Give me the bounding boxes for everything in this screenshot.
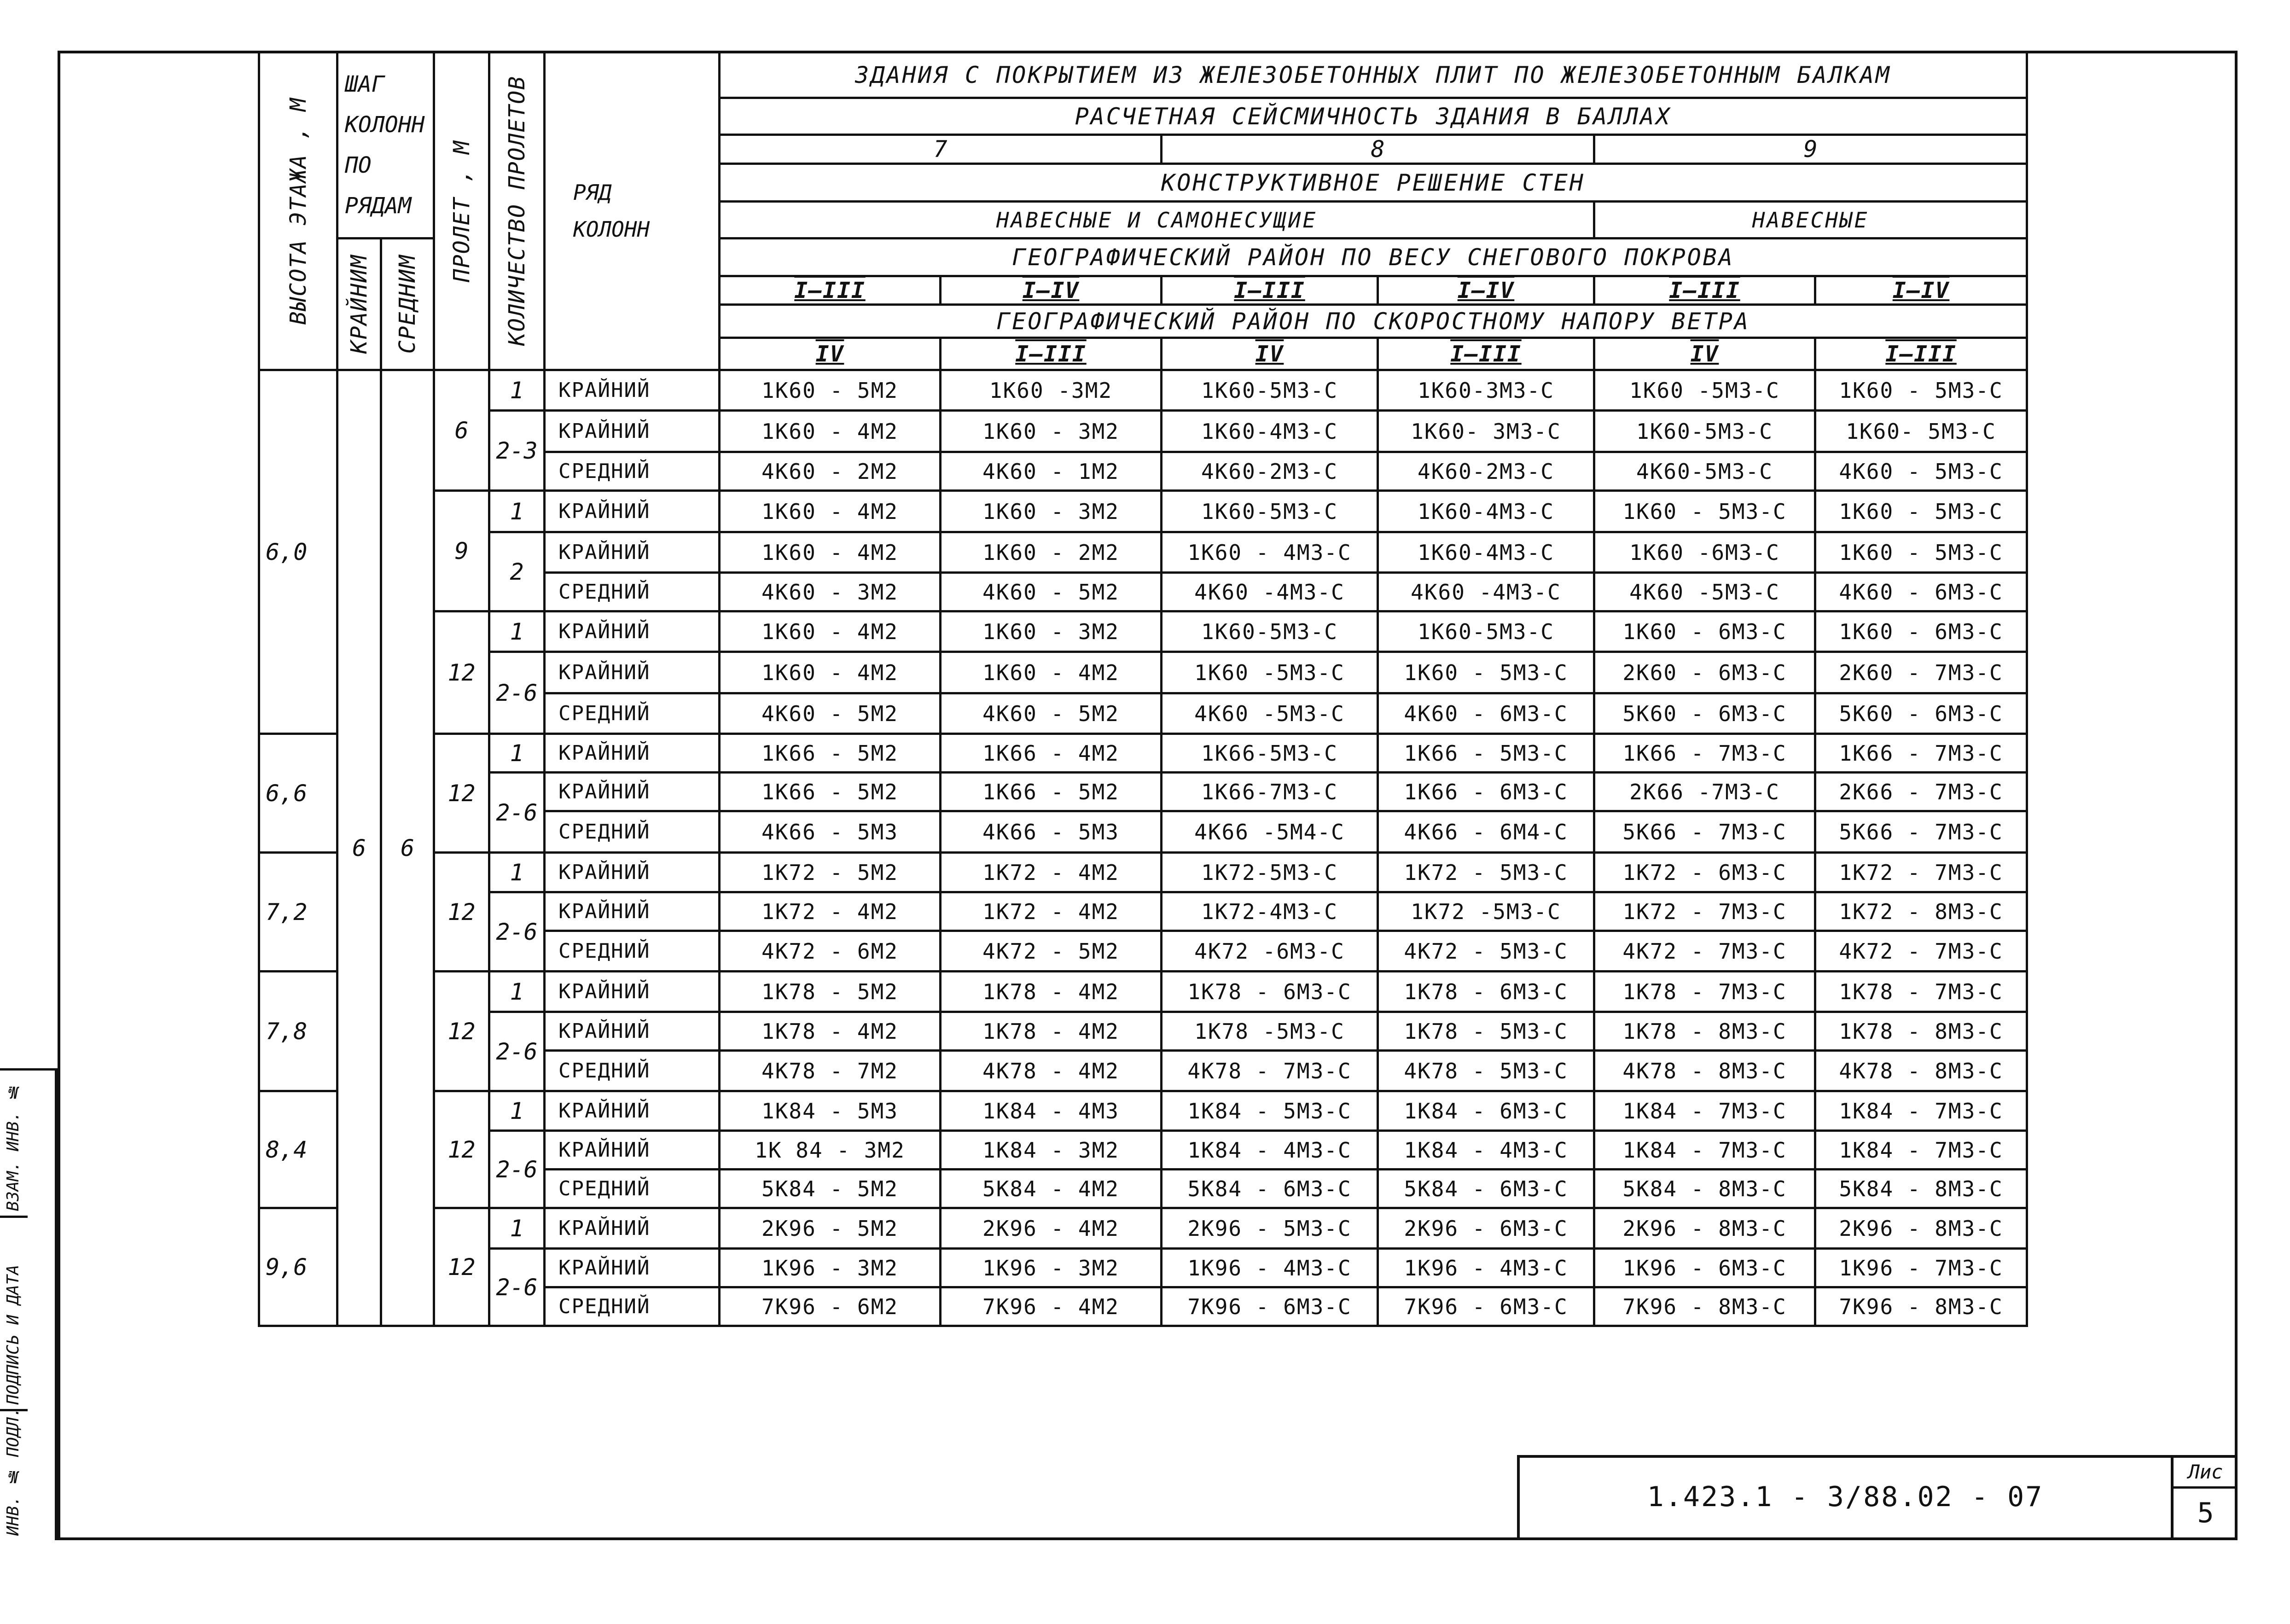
step-outer-header [337,239,381,370]
snow-region-col: I–IV [1815,276,2027,305]
snow-region-header [720,239,2027,276]
column-mark-cell: 1К60 - 5М3-С [1594,491,1815,532]
column-mark-cell: 1К60 - 3М2 [941,611,1162,652]
floor-height-cell: 7,2 [259,853,337,972]
column-mark-cell: 1К84 - 5М3-С [1162,1091,1378,1131]
column-mark-cell: 4К78 - 4М2 [941,1051,1162,1091]
column-mark-cell: 7К96 - 8М3-С [1815,1287,2027,1326]
row-type-cell: КРАЙНИЙ [545,892,720,931]
row-type-cell: КРАЙНИЙ [545,972,720,1012]
column-mark-cell: 1К84 - 6М3-С [1378,1091,1594,1131]
floor-height-cell: 7,8 [259,972,337,1091]
column-mark-cell: 1К72 -5М3-С [1378,892,1594,931]
step-middle-cell: 6 [381,370,434,1326]
snow-region-col: I–III [1162,276,1378,305]
row-type-cell: СРЕДНИЙ [545,693,720,734]
column-mark-cell: 1К72 - 4М2 [941,892,1162,931]
column-mark-cell: 1К78 - 5М2 [720,972,941,1012]
column-mark-cell: 1К84 - 7М3-С [1815,1131,2027,1170]
span-cell: 12 [434,972,489,1091]
column-selection-table [258,51,2028,1327]
column-mark-cell: 1К60 - 4М2 [720,532,941,573]
sheet-box [2171,1458,2238,1540]
column-mark-cell: 1К72 - 8М3-С [1815,892,2027,931]
span-count-cell: 2-6 [489,1249,545,1326]
column-mark-cell: 1К60 - 6М3-С [1815,611,2027,652]
column-mark-cell: 1К78 - 8М3-С [1594,1012,1815,1051]
table-row [259,853,2027,892]
column-mark-cell: 4К60 - 3М2 [720,573,941,611]
column-mark-cell: 4К60-2М3-С [1162,452,1378,491]
column-mark-cell: 1К60 -5М3-С [1162,652,1378,693]
strip-sign-date-label: ПОДПИСЬ И ДАТА [4,1264,23,1404]
column-mark-cell: 1К60-4М3-С [1378,532,1594,573]
column-mark-cell: 1К72 - 5М3-С [1378,853,1594,892]
span-count-cell: 2 [489,532,545,611]
strip-sign-date [0,1218,28,1411]
table-row [259,532,2027,573]
column-mark-cell: 4К78 - 7М2 [720,1051,941,1091]
row-type-cell: КРАЙНИЙ [545,411,720,452]
span-count-cell: 2-6 [489,652,545,734]
column-mark-cell: 2К66 - 7М3-С [1815,773,2027,811]
column-mark-cell: 1К60 - 4М2 [720,491,941,532]
column-mark-cell: 2К96 - 8М3-С [1815,1208,2027,1249]
span-count-cell: 2-3 [489,411,545,491]
table-row [259,611,2027,652]
seismicity-7 [720,135,1162,164]
column-mark-cell: 1К60 - 6М3-С [1594,611,1815,652]
column-mark-cell: 1К96 - 3М2 [941,1249,1162,1287]
span-cell: 12 [434,611,489,734]
table-row [259,1091,2027,1131]
column-mark-cell: 4К78 - 8М3-С [1815,1051,2027,1091]
column-mark-cell: 1К78 - 5М3-С [1378,1012,1594,1051]
column-mark-cell: 1К60 - 3М2 [941,491,1162,532]
seismicity-label: РАСЧЕТНАЯ СЕЙСМИЧНОСТЬ ЗДАНИЯ В БАЛЛАХ [1075,103,1672,130]
wind-region-header [720,305,2027,338]
column-mark-cell: 4К60 - 2М2 [720,452,941,491]
row-type-cell: КРАЙНИЙ [545,1012,720,1051]
row-type-cell: КРАЙНИЙ [545,773,720,811]
column-mark-cell: 1К78 - 7М3-С [1594,972,1815,1012]
column-mark-cell: 1К60- 5М3-С [1815,411,2027,452]
column-mark-cell: 1К96 - 7М3-С [1815,1249,2027,1287]
column-mark-cell: 1К66 - 5М2 [720,734,941,773]
table-row [259,972,2027,1012]
row-type-cell: КРАЙНИЙ [545,370,720,411]
document-code: 1.423.1 - 3/88.02 - 07 [1647,1481,2044,1513]
step-middle-header [381,239,434,370]
row-type-cell: СРЕДНИЙ [545,1170,720,1208]
seismicity-8-label: 8 [1371,136,1385,163]
column-mark-cell: 1К84 - 4М3-С [1162,1131,1378,1170]
floor-height-header [259,52,337,370]
floor-height-cell: 9,6 [259,1208,337,1326]
column-mark-cell: 1К60 - 5М2 [720,370,941,411]
column-mark-cell: 1К66-5М3-С [1162,734,1378,773]
table-row [259,652,2027,693]
column-mark-cell: 5К66 - 7М3-С [1594,811,1815,853]
column-mark-cell: 1К72 - 4М2 [720,892,941,931]
wall-type-a [720,202,1594,239]
wind-region-col: I–III [941,338,1162,370]
column-mark-cell: 1К66-7М3-С [1162,773,1378,811]
column-mark-cell: 4К66 -5М4-С [1162,811,1378,853]
seismicity-header [720,98,2027,135]
column-mark-cell: 1К72 - 5М2 [720,853,941,892]
column-mark-cell: 1К60-3М3-С [1378,370,1594,411]
span-count-cell: 1 [489,370,545,411]
floor-height-cell: 8,4 [259,1091,337,1208]
column-mark-cell: 5К84 - 4М2 [941,1170,1162,1208]
span-count-cell: 2-6 [489,1131,545,1208]
column-mark-cell: 1К60 - 5М3-С [1815,491,2027,532]
column-mark-cell: 1К66 - 4М2 [941,734,1162,773]
row-type-cell: КРАЙНИЙ [545,1131,720,1170]
column-mark-cell: 1К84 - 7М3-С [1594,1091,1815,1131]
row-label: РЯД КОЛОНН [573,180,650,242]
column-mark-cell: 4К60 - 5М2 [941,693,1162,734]
seismicity-8 [1162,135,1594,164]
sheet-label: Лис [2174,1458,2238,1489]
column-mark-cell: 2К96 - 8М3-С [1594,1208,1815,1249]
span-count-cell: 2-6 [489,892,545,972]
column-mark-cell: 4К72 - 6М2 [720,931,941,972]
wall-solution-header [720,164,2027,202]
wind-region-col: IV [1594,338,1815,370]
row-type-cell: СРЕДНИЙ [545,573,720,611]
table-row [259,370,2027,411]
wall-type-b [1594,202,2027,239]
row-type-cell: КРАЙНИЙ [545,853,720,892]
row-type-cell: СРЕДНИЙ [545,931,720,972]
span-count-cell: 1 [489,1208,545,1249]
column-mark-cell: 1К78 - 4М2 [941,972,1162,1012]
column-mark-cell: 1К84 - 3М2 [941,1131,1162,1170]
title-block [1517,1455,2238,1540]
sheet-number: 5 [2197,1497,2214,1529]
column-mark-cell: 1К60 - 4М3-С [1162,532,1378,573]
row-type-cell: КРАЙНИЙ [545,1208,720,1249]
column-mark-cell: 1К60 - 4М2 [720,611,941,652]
step-outer-label: КРАЙНИМ [346,254,372,354]
column-mark-cell: 4К60 - 5М3-С [1815,452,2027,491]
column-mark-cell: 1К78 - 4М2 [720,1012,941,1051]
column-mark-cell: 7К96 - 6М3-С [1378,1287,1594,1326]
column-mark-cell: 1К60-5М3-С [1162,491,1378,532]
snow-region-col: I–III [1594,276,1815,305]
column-mark-cell: 1К78 - 4М2 [941,1012,1162,1051]
column-mark-cell: 4К78 - 8М3-С [1594,1051,1815,1091]
column-mark-cell: 2К96 - 4М2 [941,1208,1162,1249]
column-step-header [337,52,434,239]
row-type-cell: КРАЙНИЙ [545,532,720,573]
table-row [259,1131,2027,1170]
column-mark-cell: 5К84 - 6М3-С [1162,1170,1378,1208]
column-mark-cell: 1К84 - 5М3 [720,1091,941,1131]
wall-solution-label: КОНСТРУКТИВНОЕ РЕШЕНИЕ СТЕН [1161,169,1585,196]
column-mark-cell: 4К60 -4М3-С [1162,573,1378,611]
column-mark-cell: 1К84 - 4М3 [941,1091,1162,1131]
row-type-cell: СРЕДНИЙ [545,811,720,853]
column-mark-cell: 5К84 - 6М3-С [1378,1170,1594,1208]
span-count-cell: 2-6 [489,1012,545,1091]
seismicity-9 [1594,135,2027,164]
column-mark-cell: 1К60 - 4М2 [720,411,941,452]
strip-inv-orig [0,1407,28,1540]
span-count-cell: 1 [489,491,545,532]
strip-inv-orig-label: ИНВ. № ПОДЛ. [4,1407,23,1536]
column-mark-cell: 4К78 - 5М3-С [1378,1051,1594,1091]
column-mark-cell: 1К66 - 5М3-С [1378,734,1594,773]
column-mark-cell: 1К60-5М3-С [1162,370,1378,411]
floor-height-cell: 6,6 [259,734,337,853]
column-mark-cell: 1К60 - 5М3-С [1378,652,1594,693]
binding-strip [0,1068,58,1540]
column-mark-cell: 1К72 - 4М2 [941,853,1162,892]
column-mark-cell: 5К84 - 8М3-С [1594,1170,1815,1208]
floor-height-cell: 6,0 [259,370,337,734]
column-mark-cell: 1К60-5М3-С [1162,611,1378,652]
snow-region-col: I–III [720,276,941,305]
row-type-cell: КРАЙНИЙ [545,734,720,773]
column-mark-cell: 1К 84 - 3М2 [720,1131,941,1170]
column-mark-cell: 4К66 - 6М4-С [1378,811,1594,853]
column-mark-cell: 1К84 - 4М3-С [1378,1131,1594,1170]
span-label: ПРОЛЕТ , М [448,140,475,282]
wall-type-a-label: НАВЕСНЫЕ И САМОНЕСУЩИЕ [996,207,1318,233]
column-mark-cell: 4К60 - 6М3-С [1378,693,1594,734]
strip-replace-inv-label: ВЗАМ. ИНВ. № [4,1082,23,1211]
span-count-cell: 1 [489,853,545,892]
column-mark-cell: 1К78 -5М3-С [1162,1012,1378,1051]
column-mark-cell: 1К78 - 8М3-С [1815,1012,2027,1051]
row-type-cell: КРАЙНИЙ [545,652,720,693]
column-mark-cell: 4К66 - 5М3 [720,811,941,853]
snow-region-label: ГЕОГРАФИЧЕСКИЙ РАЙОН ПО ВЕСУ СНЕГОВОГО ПОКРОВА [1012,244,1734,271]
column-mark-cell: 4К72 - 7М3-С [1815,931,2027,972]
step-outer-cell: 6 [337,370,381,1326]
column-mark-cell: 2К60 - 6М3-С [1594,652,1815,693]
wind-region-col: IV [720,338,941,370]
table-row [259,1208,2027,1249]
column-mark-cell: 7К96 - 6М2 [720,1287,941,1326]
wind-region-col: I–III [1378,338,1594,370]
column-mark-cell: 1К60 - 4М2 [941,652,1162,693]
column-mark-cell: 1К60-5М3-С [1594,411,1815,452]
column-mark-cell: 1К72-5М3-С [1162,853,1378,892]
wind-region-label: ГЕОГРАФИЧЕСКИЙ РАЙОН ПО СКОРОСТНОМУ НАПОРУ ВЕТРА [996,308,1750,335]
column-mark-cell: 5К84 - 5М2 [720,1170,941,1208]
column-mark-cell: 4К72 - 7М3-С [1594,931,1815,972]
column-mark-cell: 4К60 - 6М3-С [1815,573,2027,611]
column-mark-cell: 1К78 - 6М3-С [1162,972,1378,1012]
column-mark-cell: 1К66 - 7М3-С [1594,734,1815,773]
column-mark-cell: 1К96 - 3М2 [720,1249,941,1287]
span-count-header [489,52,545,370]
span-count-cell: 1 [489,1091,545,1131]
column-mark-cell: 4К72 - 5М3-С [1378,931,1594,972]
column-mark-cell: 5К60 - 6М3-С [1594,693,1815,734]
column-mark-cell: 4К78 - 7М3-С [1162,1051,1378,1091]
span-count-cell: 1 [489,734,545,773]
column-mark-cell: 1К60 -5М3-С [1594,370,1815,411]
column-mark-cell: 1К84 - 7М3-С [1815,1091,2027,1131]
row-type-cell: КРАЙНИЙ [545,1249,720,1287]
column-mark-cell: 1К66 - 5М2 [720,773,941,811]
table-row [259,1249,2027,1287]
column-mark-cell: 1К60- 3М3-С [1378,411,1594,452]
snow-region-col: I–IV [941,276,1162,305]
column-mark-cell: 4К60 - 1М2 [941,452,1162,491]
span-cell: 12 [434,1091,489,1208]
column-mark-cell: 1К78 - 6М3-С [1378,972,1594,1012]
table-row [259,734,2027,773]
column-mark-cell: 7К96 - 8М3-С [1594,1287,1815,1326]
column-mark-cell: 1К60 - 5М3-С [1815,370,2027,411]
column-mark-cell: 2К96 - 5М3-С [1162,1208,1378,1249]
span-count-cell: 1 [489,972,545,1012]
table-row [259,892,2027,931]
column-mark-cell: 1К60 -3М2 [941,370,1162,411]
column-mark-cell: 1К66 - 7М3-С [1815,734,2027,773]
row-type-cell: СРЕДНИЙ [545,1287,720,1326]
column-mark-cell: 1К60 -6М3-С [1594,532,1815,573]
span-header [434,52,489,370]
row-type-cell: КРАЙНИЙ [545,1091,720,1131]
column-mark-cell: 4К60-5М3-С [1594,452,1815,491]
table-row [259,773,2027,811]
wall-type-b-label: НАВЕСНЫЕ [1752,207,1869,233]
column-mark-cell: 1К66 - 6М3-С [1378,773,1594,811]
column-mark-cell: 4К60-2М3-С [1378,452,1594,491]
column-mark-cell: 2К96 - 5М2 [720,1208,941,1249]
column-mark-cell: 7К96 - 6М3-С [1162,1287,1378,1326]
strip-replace-inv [0,1071,28,1218]
span-cell: 12 [434,853,489,972]
column-mark-cell: 1К60 - 2М2 [941,532,1162,573]
span-count-cell: 2-6 [489,773,545,853]
span-cell: 12 [434,1208,489,1326]
snow-region-col: I–IV [1378,276,1594,305]
column-mark-cell: 7К96 - 4М2 [941,1287,1162,1326]
column-mark-cell: 2К96 - 6М3-С [1378,1208,1594,1249]
column-mark-cell: 4К60 - 5М2 [941,573,1162,611]
column-mark-cell: 1К72 - 7М3-С [1815,853,2027,892]
wind-region-col: IV [1162,338,1378,370]
column-mark-cell: 5К66 - 7М3-С [1815,811,2027,853]
column-mark-cell: 1К60-5М3-С [1378,611,1594,652]
span-cell: 12 [434,734,489,853]
span-cell: 9 [434,491,489,611]
span-cell: 6 [434,370,489,491]
row-type-cell: КРАЙНИЙ [545,611,720,652]
table-row [259,1012,2027,1051]
column-mark-cell: 5К84 - 8М3-С [1815,1170,2027,1208]
column-mark-cell: 4К60 -5М3-С [1162,693,1378,734]
column-mark-cell: 1К72 - 7М3-С [1594,892,1815,931]
building-type-label: ЗДАНИЯ С ПОКРЫТИЕМ ИЗ ЖЕЛЕЗОБЕТОННЫХ ПЛИТ ПО ЖЕЛЕЗОБЕТОННЫМ БАЛКАМ [855,61,1891,88]
column-mark-cell: 4К60 - 5М2 [720,693,941,734]
building-type-header [720,52,2027,98]
column-mark-cell: 1К60 - 3М2 [941,411,1162,452]
wind-region-col: I–III [1815,338,2027,370]
row-header [545,52,720,370]
column-mark-cell: 4К66 - 5М3 [941,811,1162,853]
column-mark-cell: 1К72-4М3-С [1162,892,1378,931]
column-mark-cell: 1К60-4М3-С [1162,411,1378,452]
column-mark-cell: 1К72 - 6М3-С [1594,853,1815,892]
step-middle-label: СРЕДНИМ [395,254,420,354]
column-mark-cell: 4К60 -5М3-С [1594,573,1815,611]
column-mark-cell: 1К60 - 4М2 [720,652,941,693]
column-mark-cell: 1К84 - 7М3-С [1594,1131,1815,1170]
column-mark-cell: 2К60 - 7М3-С [1815,652,2027,693]
table-row [259,411,2027,452]
column-mark-cell: 1К78 - 7М3-С [1815,972,2027,1012]
column-mark-cell: 1К60 - 5М3-С [1815,532,2027,573]
column-mark-cell: 1К66 - 5М2 [941,773,1162,811]
column-mark-cell: 4К60 -4М3-С [1378,573,1594,611]
column-mark-cell: 1К60-4М3-С [1378,491,1594,532]
table-row [259,491,2027,532]
floor-height-label: ВЫСОТА ЭТАЖА , М [285,97,311,325]
column-mark-cell: 4К72 -6М3-С [1162,931,1378,972]
row-type-cell: СРЕДНИЙ [545,1051,720,1091]
span-count-label: КОЛИЧЕСТВО ПРОЛЕТОВ [504,76,530,346]
seismicity-7-label: 7 [933,136,947,163]
column-step-label: ШАГ КОЛОНН ПО РЯДАМ [345,71,425,219]
column-mark-cell: 1К96 - 6М3-С [1594,1249,1815,1287]
seismicity-9-label: 9 [1803,136,1818,163]
row-type-cell: СРЕДНИЙ [545,452,720,491]
column-mark-cell: 2К66 -7М3-С [1594,773,1815,811]
column-mark-cell: 1К96 - 4М3-С [1378,1249,1594,1287]
row-type-cell: КРАЙНИЙ [545,491,720,532]
column-mark-cell: 1К96 - 4М3-С [1162,1249,1378,1287]
span-count-cell: 1 [489,611,545,652]
column-mark-cell: 5К60 - 6М3-С [1815,693,2027,734]
column-mark-cell: 4К72 - 5М2 [941,931,1162,972]
